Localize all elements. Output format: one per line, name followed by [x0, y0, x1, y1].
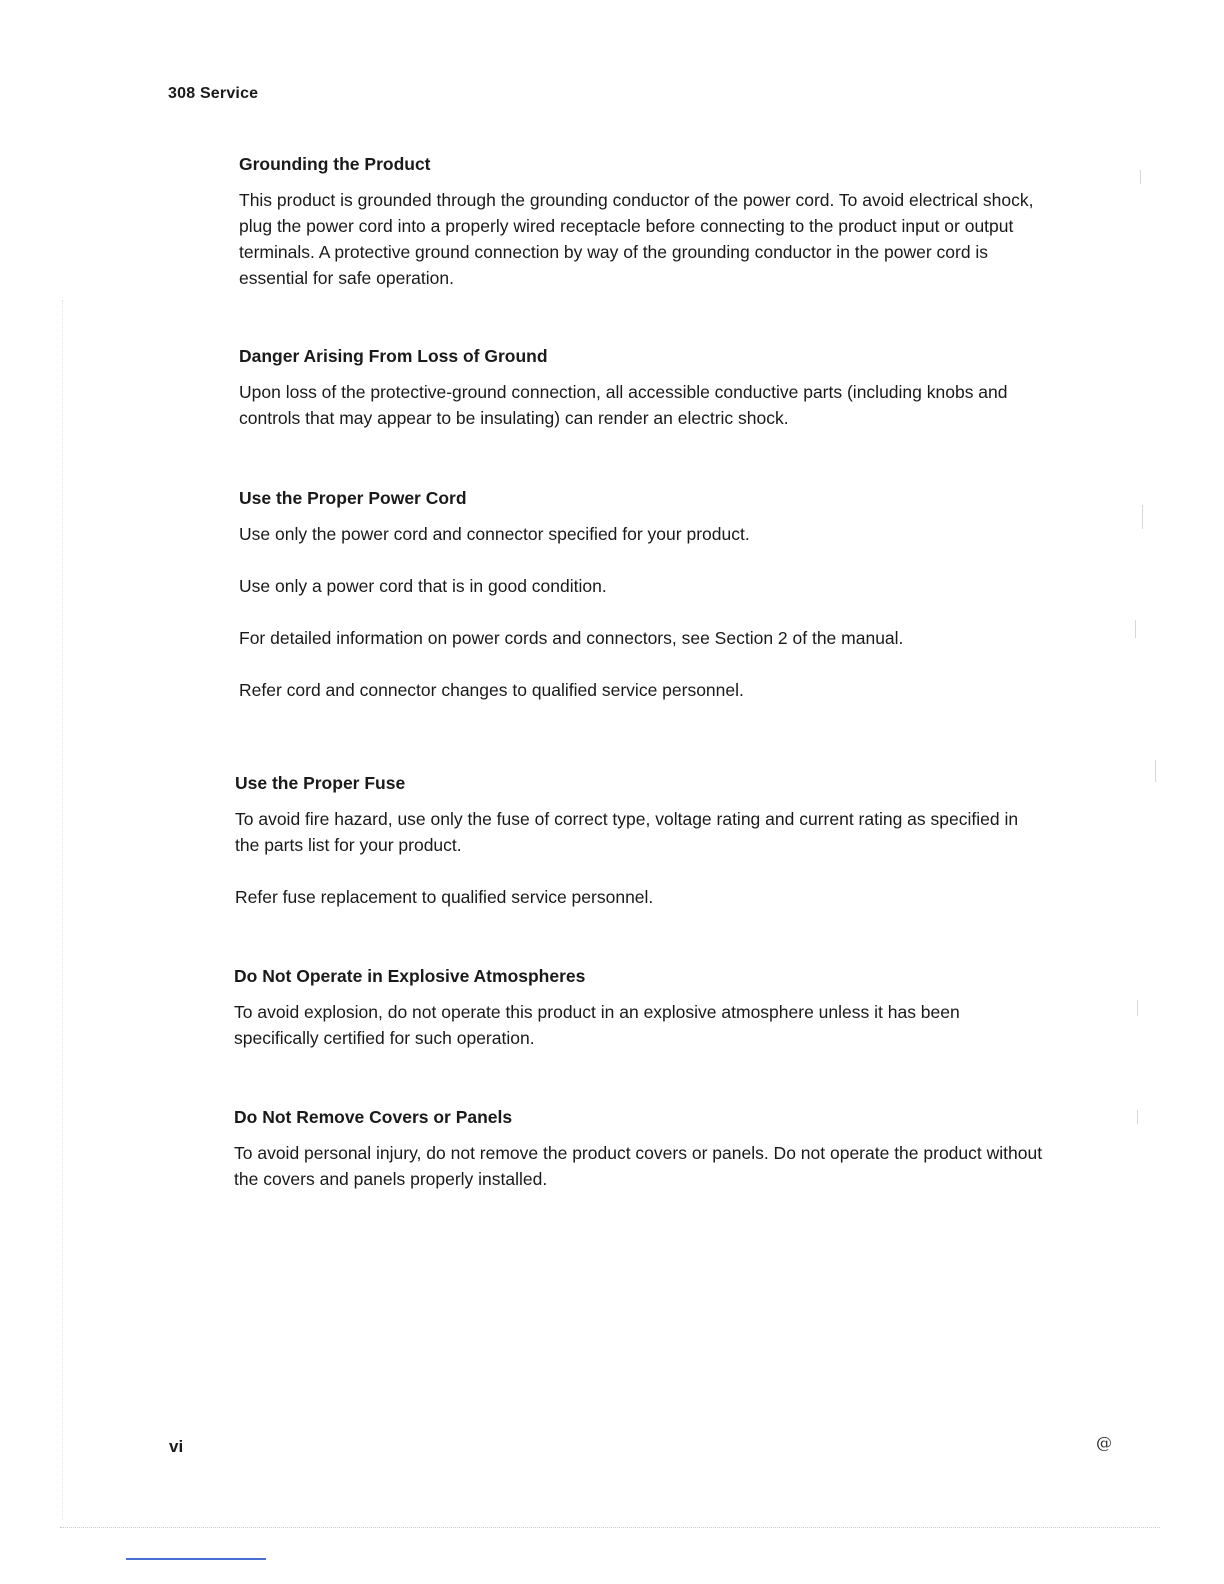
section-paragraph: This product is grounded through the grounding conductor of the power cord. To avoid electrical shock, plug the power cord into a properly wired receptacle before connecting to the product input or output terminals. A protective ground connection by way of the grounding conductor in the power cord is essential for safe operation.: [239, 190, 1034, 288]
scan-speck: [1137, 1110, 1138, 1124]
section-paragraph: Use only the power cord and connector specified for your product.: [239, 524, 750, 544]
scan-speck: [1142, 505, 1143, 529]
section-paragraph: Upon loss of the protective-ground connection, all accessible conductive parts (including knobs and controls that may appear to be insulating) can render an electric shock.: [239, 382, 1008, 428]
scan-speck: [1140, 170, 1141, 184]
section-grounding: [239, 153, 1049, 291]
scan-speck: [1137, 1000, 1138, 1016]
annotation-underline: [126, 1558, 266, 1560]
page-number: vi: [169, 1437, 184, 1456]
scan-edge-left: [62, 300, 63, 1520]
running-header: 308 Service: [168, 85, 259, 102]
section-proper-fuse: [235, 772, 1045, 910]
scan-speck: [1135, 620, 1136, 638]
section-heading: Do Not Operate in Explosive Atmospheres: [234, 966, 586, 986]
section-loss-of-ground: [239, 345, 1049, 431]
section-heading: Danger Arising From Loss of Ground: [239, 346, 548, 366]
section-heading: Use the Proper Power Cord: [239, 488, 467, 508]
section-paragraph: To avoid explosion, do not operate this product in an explosive atmosphere unless it has been specifically certified for such operation.: [234, 1002, 960, 1048]
scan-edge-bottom: [60, 1527, 1160, 1528]
section-paragraph: Refer fuse replacement to qualified service personnel.: [235, 887, 654, 907]
section-paragraph: To avoid fire hazard, use only the fuse of correct type, voltage rating and current rating as specified in the parts list for your product.: [235, 809, 1019, 855]
scan-speck: [1155, 760, 1156, 782]
section-heading: Use the Proper Fuse: [235, 773, 406, 793]
section-explosive-atmospheres: [234, 965, 1044, 1051]
section-paragraph: To avoid personal injury, do not remove the product covers or panels. Do not operate the product without the covers and panels properly installed.: [234, 1143, 1043, 1189]
section-covers-panels: [234, 1106, 1044, 1192]
footer-mark: @: [1096, 1433, 1112, 1452]
section-heading: Grounding the Product: [239, 154, 431, 174]
section-paragraph: Refer cord and connector changes to qualified service personnel.: [239, 680, 744, 700]
section-paragraph: Use only a power cord that is in good condition.: [239, 576, 607, 596]
section-heading: Do Not Remove Covers or Panels: [234, 1107, 513, 1127]
section-power-cord: [239, 487, 1049, 703]
section-paragraph: For detailed information on power cords and connectors, see Section 2 of the manual.: [239, 628, 904, 648]
